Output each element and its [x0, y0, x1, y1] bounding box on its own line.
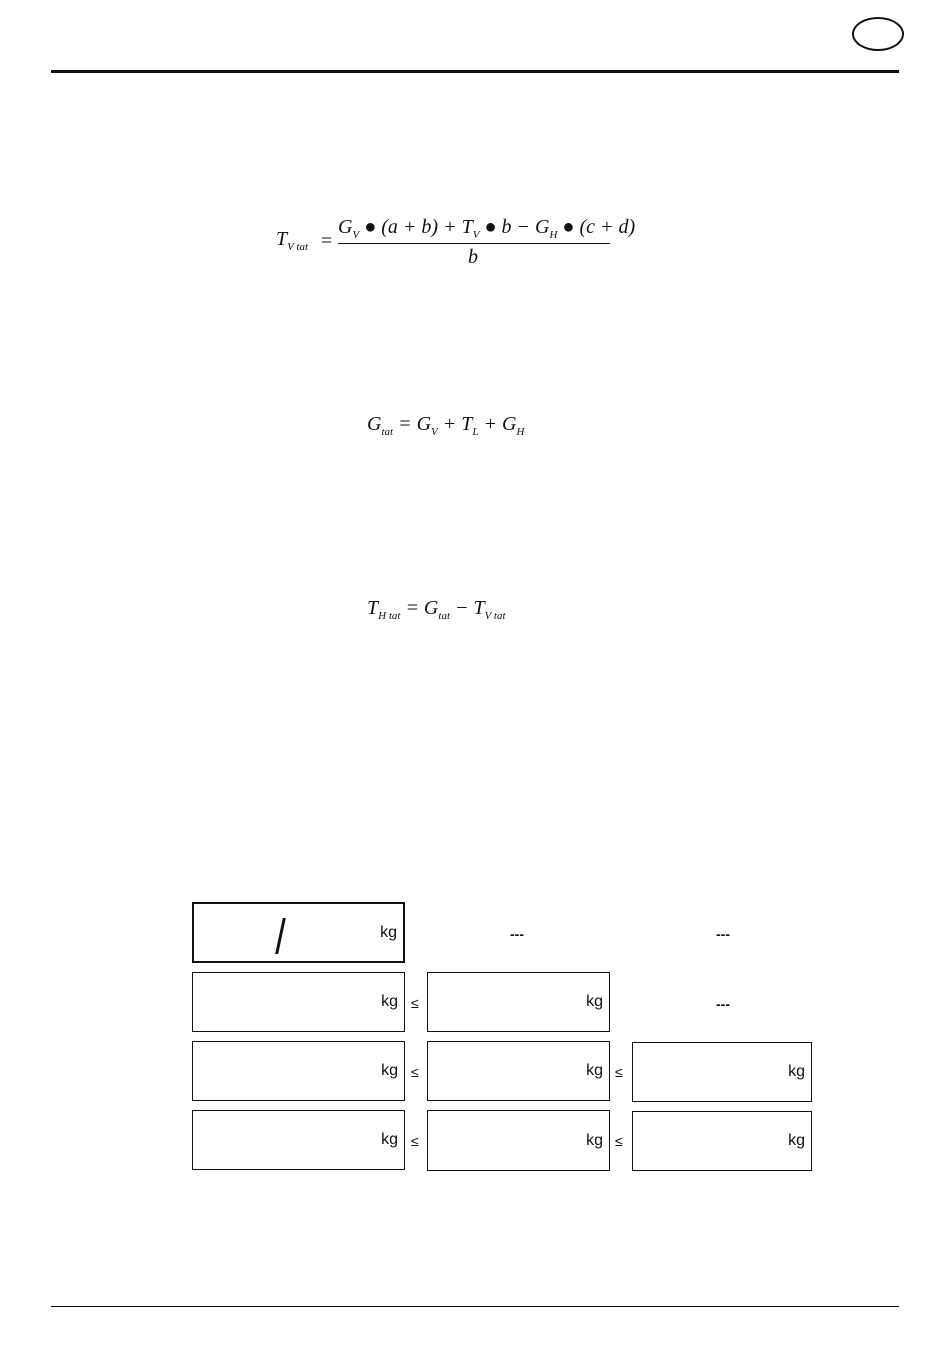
unit-label: kg — [380, 923, 397, 941]
unit-label: kg — [788, 1132, 805, 1149]
unit-label: kg — [586, 1131, 603, 1149]
unit-label: kg — [586, 1062, 603, 1079]
formula-1-denominator: b — [468, 246, 478, 268]
unit-label: kg — [586, 993, 603, 1010]
weight-box-r4-c1 — [192, 1110, 405, 1170]
dash-r1-c2: --- — [510, 926, 524, 942]
footer-rule — [51, 1306, 899, 1307]
slash-mark — [275, 918, 286, 954]
weight-box-r4-c3 — [632, 1111, 812, 1171]
formula-3: $T_{H tat} = G_{tat} - T_{V tat}$ — [367, 597, 506, 622]
leq-r3-1: ≤ — [411, 1064, 419, 1080]
weight-box-r3-c3 — [632, 1042, 812, 1102]
unit-label: kg — [381, 1062, 398, 1079]
weight-box-r2-c1 — [192, 972, 405, 1032]
weight-box-r4-c2 — [427, 1110, 610, 1171]
weight-box-r3-c1 — [192, 1041, 405, 1101]
language-badge — [852, 17, 904, 51]
leq-r2-1: ≤ — [411, 995, 419, 1011]
formula-1-fraction-bar — [338, 243, 610, 244]
unit-label: kg — [381, 1131, 398, 1148]
dash-r2-c3: --- — [716, 996, 730, 1012]
formula-1-lhs: $T_{V tat}$ — [276, 228, 309, 253]
leq-r4-1: ≤ — [411, 1133, 419, 1149]
header-rule — [51, 70, 899, 73]
unit-label: kg — [381, 993, 398, 1010]
unit-label: kg — [788, 1063, 805, 1080]
formula-1-numerator: $G_V$ ● $(a + b) + T_V$ ● $b - G_H$ ● (c + d) — [338, 216, 636, 241]
weight-box-r2-c2 — [427, 972, 610, 1032]
weight-box-r1-c1 — [192, 902, 405, 963]
weight-box-r3-c2 — [427, 1041, 610, 1101]
formula-2: $G_{tat} = G_V + T_L + G_H$ — [367, 413, 525, 438]
leq-r3-2: ≤ — [615, 1064, 623, 1080]
dash-r1-c3: --- — [716, 926, 730, 942]
formula-1-equals: = — [321, 230, 333, 252]
leq-r4-2: ≤ — [615, 1133, 623, 1149]
